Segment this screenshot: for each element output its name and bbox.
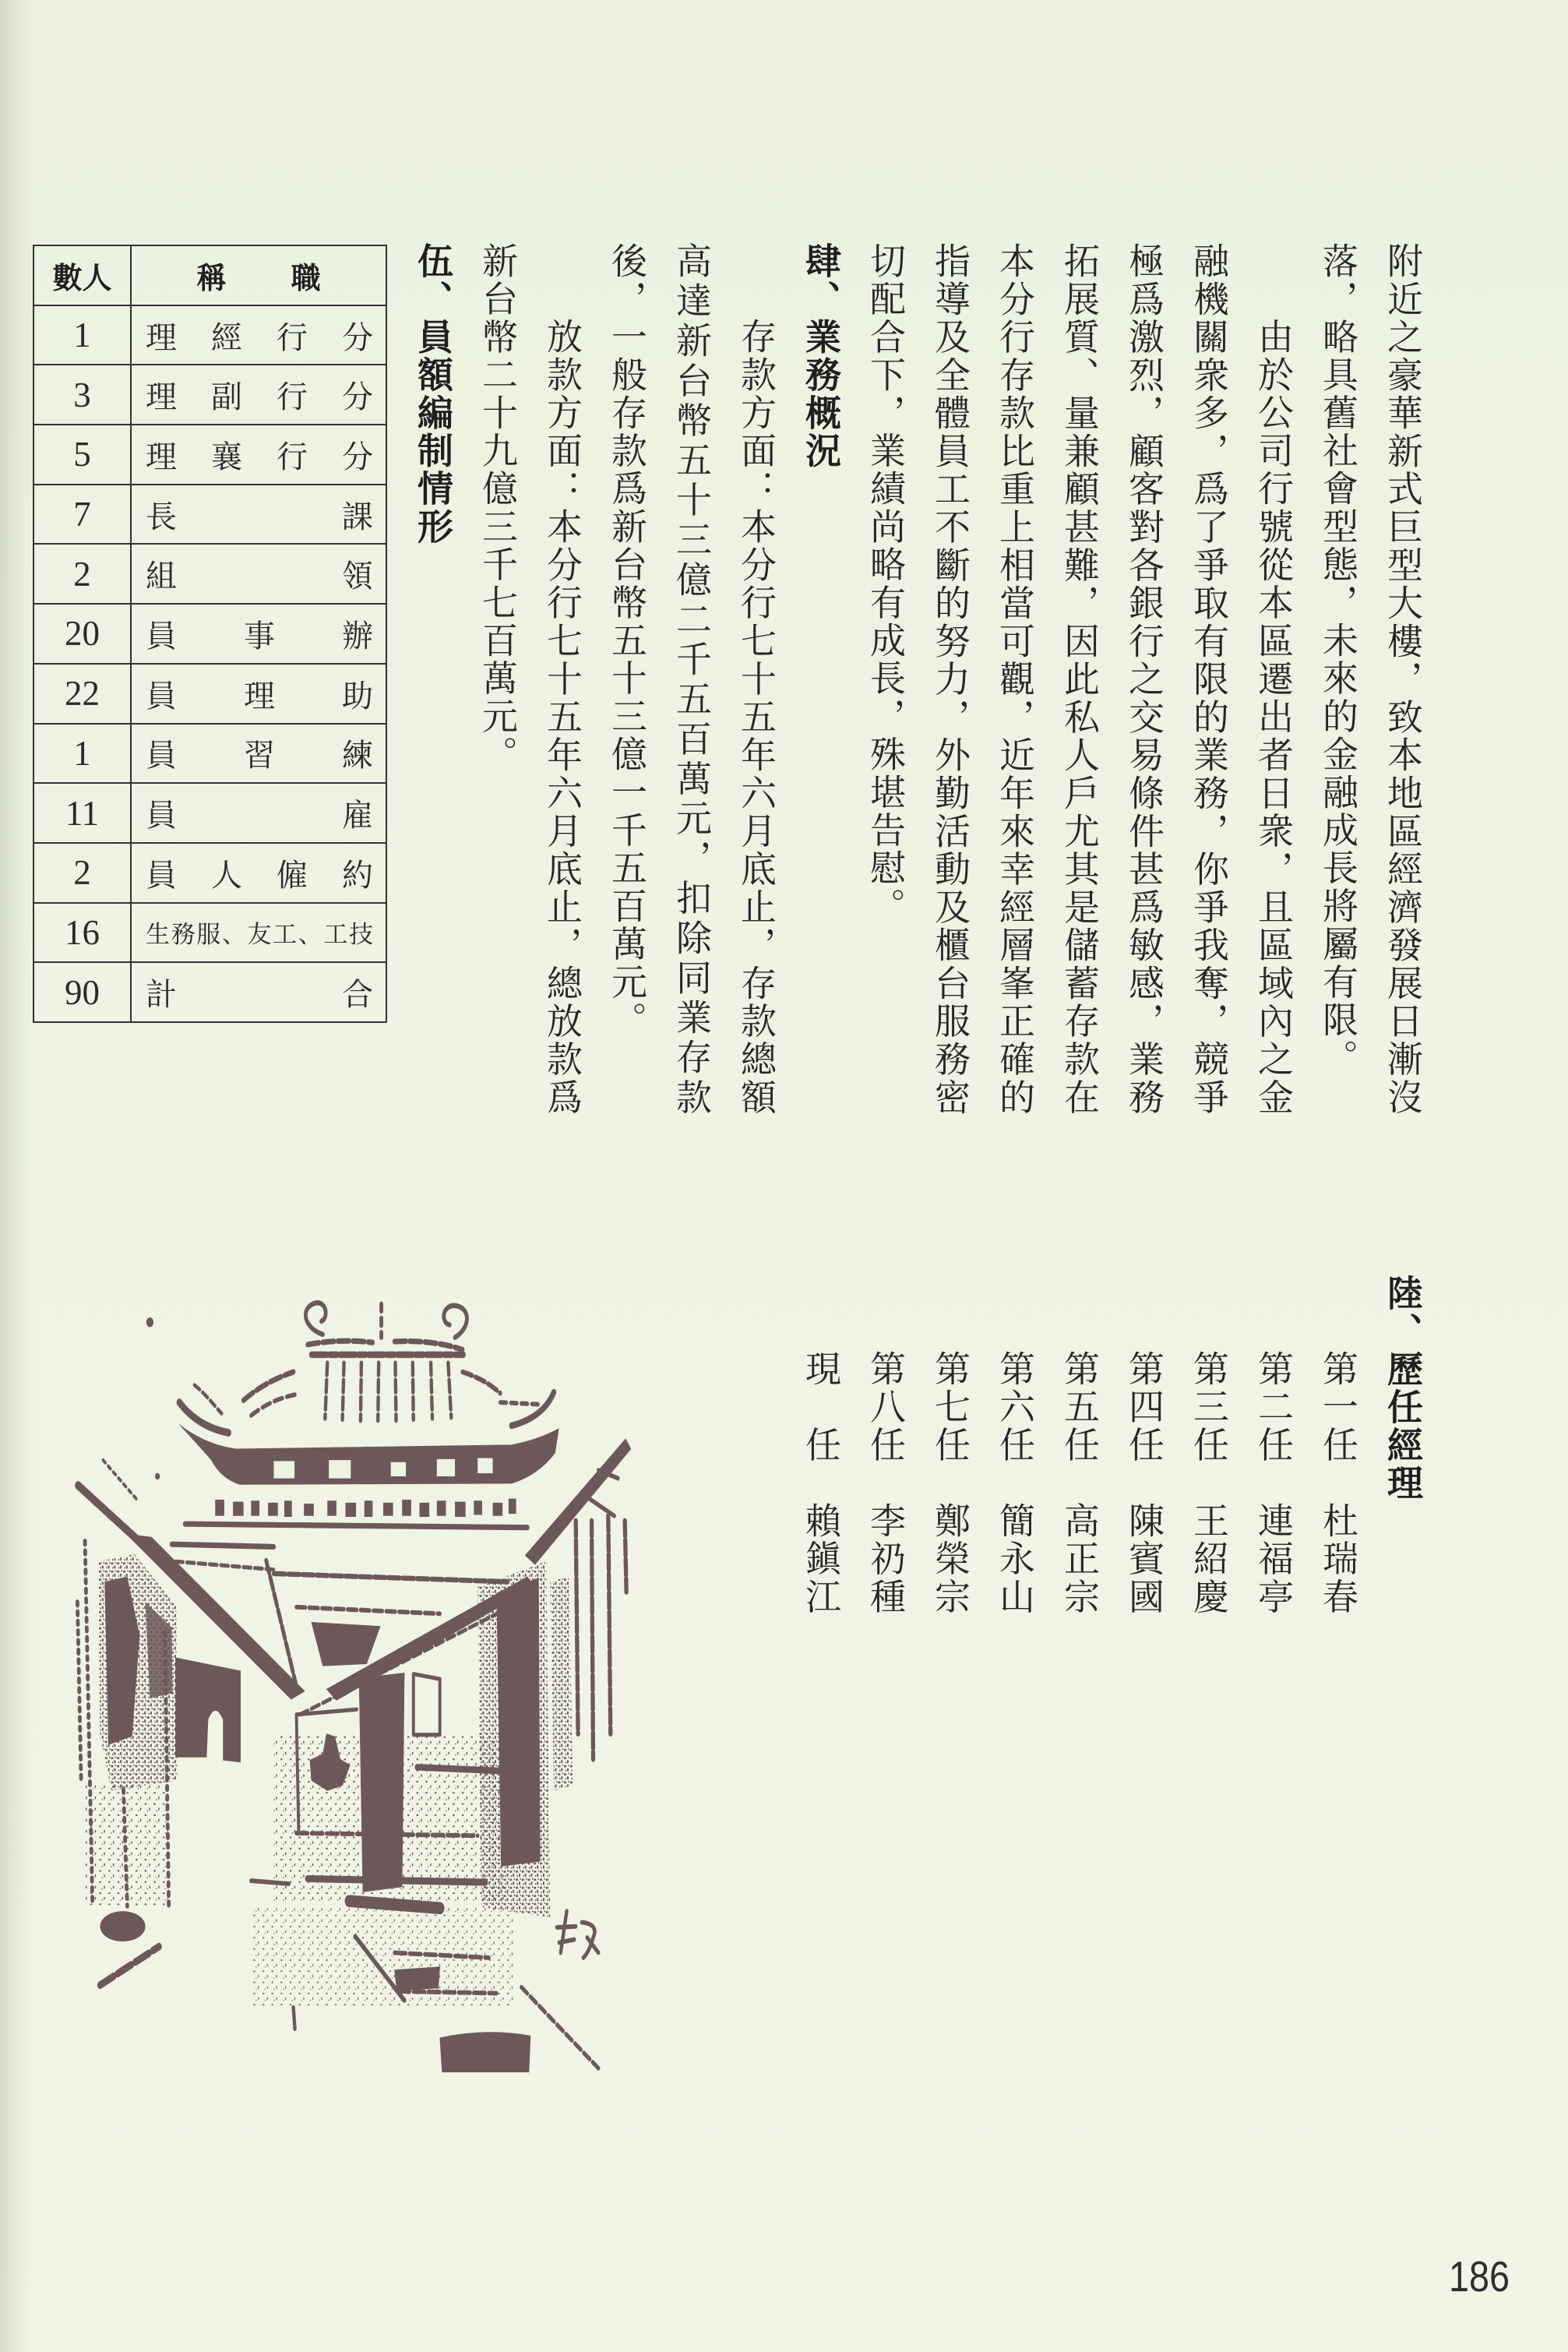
text-column: 高達新台幣五十三億二千五百萬元，扣除同業存款 — [671, 242, 713, 1116]
table-row — [33, 783, 386, 843]
manager-term: 第七任 — [929, 1350, 971, 1465]
staff-count: 2 — [33, 843, 131, 903]
text-column: 融機關衆多，爲了爭取有限的業務，你爭我奪，競爭 — [1188, 242, 1230, 1116]
staff-title: 員 雇 — [131, 783, 386, 843]
main-text-block — [400, 242, 1435, 1119]
manager-term: 第三任 — [1188, 1350, 1230, 1465]
table-total-row — [33, 962, 386, 1022]
text-column: 附近之豪華新式巨型大樓，致本地區經濟發展日漸沒 — [1382, 242, 1424, 1116]
manager-name: 賴鎭江 — [800, 1502, 842, 1617]
table-row — [33, 544, 386, 604]
table-row — [33, 664, 386, 724]
section-heading-business: 肆、業務概況 — [800, 242, 842, 471]
text-column: 落，略具舊社會型態，未來的金融成長將屬有限。 — [1317, 242, 1359, 1077]
manager-term: 第五任 — [1059, 1350, 1101, 1465]
manager-entry-current — [788, 1275, 853, 1641]
staff-title-total: 計 合 — [131, 962, 386, 1022]
text-column: 指導及全體員工不斷的努力，外勤活動及櫃台服務密 — [929, 242, 971, 1116]
manager-term: 第一任 — [1317, 1350, 1359, 1465]
temple-sketch-illustration — [62, 1278, 654, 2072]
manager-name: 簡永山 — [994, 1502, 1036, 1617]
table-row — [33, 365, 386, 425]
text-column: 拓展質、量兼顧甚難，因此私人戶尤其是儲蓄存款在 — [1059, 242, 1101, 1116]
staff-count: 7 — [33, 485, 131, 545]
manager-term: 第四任 — [1123, 1350, 1165, 1465]
table-row — [33, 305, 386, 365]
table-row — [33, 724, 386, 784]
manager-entry — [853, 1275, 918, 1641]
staff-title: 員 理 助 — [131, 664, 386, 724]
manager-term: 第八任 — [865, 1350, 907, 1465]
staff-title: 員 事 辦 — [131, 604, 386, 664]
header-title: 稱 職 — [131, 245, 386, 305]
manager-entry — [1305, 1275, 1370, 1641]
staff-title: 理 襄 行 分 — [131, 425, 386, 485]
staff-count: 11 — [33, 783, 131, 843]
manager-name: 陳賓國 — [1123, 1502, 1165, 1617]
table-row — [33, 485, 386, 545]
staff-count: 5 — [33, 425, 131, 485]
staff-count: 1 — [33, 305, 131, 365]
manager-term: 第六任 — [994, 1350, 1036, 1465]
staff-title: 員 人 僱 約 — [131, 843, 386, 903]
manager-entry — [1176, 1275, 1241, 1641]
manager-entry — [1047, 1275, 1112, 1641]
staff-title: 理 副 行 分 — [131, 365, 386, 425]
page-number: 186 — [1449, 2252, 1510, 2301]
managers-block — [788, 1275, 1435, 1641]
manager-name: 李礽種 — [865, 1502, 907, 1617]
text-column: 放款方面：本分行七十五年六月底止，總放款爲 — [541, 318, 583, 1116]
table-header-row — [33, 245, 386, 305]
text-column: 後，一般存款爲新台幣五十三億一千五百萬元。 — [606, 242, 648, 1039]
staff-title: 理 經 行 分 — [131, 305, 386, 365]
manager-term: 第二任 — [1253, 1350, 1295, 1465]
text-column: 存款方面：本分行七十五年六月底止，存款總額 — [735, 318, 777, 1116]
binding-shadow — [0, 0, 36, 2352]
table-row — [33, 604, 386, 664]
manager-name: 連福亭 — [1253, 1502, 1295, 1617]
manager-name: 杜瑞春 — [1317, 1502, 1359, 1617]
text-column: 本分行存款比重上相當可觀，近年來幸經層峯正確的 — [994, 242, 1036, 1116]
staff-count: 2 — [33, 544, 131, 604]
staffing-table — [33, 245, 387, 1023]
staff-count: 22 — [33, 664, 131, 724]
manager-name: 高正宗 — [1059, 1502, 1101, 1617]
text-column: 極爲激烈，顧客對各銀行之交易條件甚爲敏感，業務 — [1123, 242, 1165, 1116]
manager-entry — [982, 1275, 1047, 1641]
staff-count: 16 — [33, 903, 131, 963]
staff-count-total: 90 — [33, 962, 131, 1022]
staff-count: 20 — [33, 604, 131, 664]
staff-title: 生務服、友工、工技 — [131, 903, 386, 963]
text-column: 切配合下，業績尚略有成長，殊堪告慰。 — [865, 242, 907, 926]
manager-name: 鄭榮宗 — [929, 1502, 971, 1617]
section-heading-staffing: 伍、員額編制情形 — [412, 242, 454, 546]
staff-count: 1 — [33, 724, 131, 784]
manager-entry — [1241, 1275, 1305, 1641]
table-row — [33, 843, 386, 903]
text-column: 由於公司行號從本區遷出者日衆，且區域內之金 — [1253, 318, 1295, 1116]
header-count: 數人 — [33, 245, 131, 305]
staff-title: 組 領 — [131, 544, 386, 604]
manager-entry — [1112, 1275, 1176, 1641]
manager-name: 王紹慶 — [1188, 1502, 1230, 1617]
table-row — [33, 903, 386, 963]
text-column: 新台幣二十九億三千七百萬元。 — [477, 242, 519, 774]
manager-entry — [918, 1275, 982, 1641]
table-row — [33, 425, 386, 485]
manager-term: 現任 — [800, 1350, 842, 1464]
staff-title: 員 習 練 — [131, 724, 386, 784]
staff-title: 長 課 — [131, 485, 386, 545]
staff-count: 3 — [33, 365, 131, 425]
section-heading-managers: 陸、歷任經理 — [1382, 1275, 1424, 1503]
